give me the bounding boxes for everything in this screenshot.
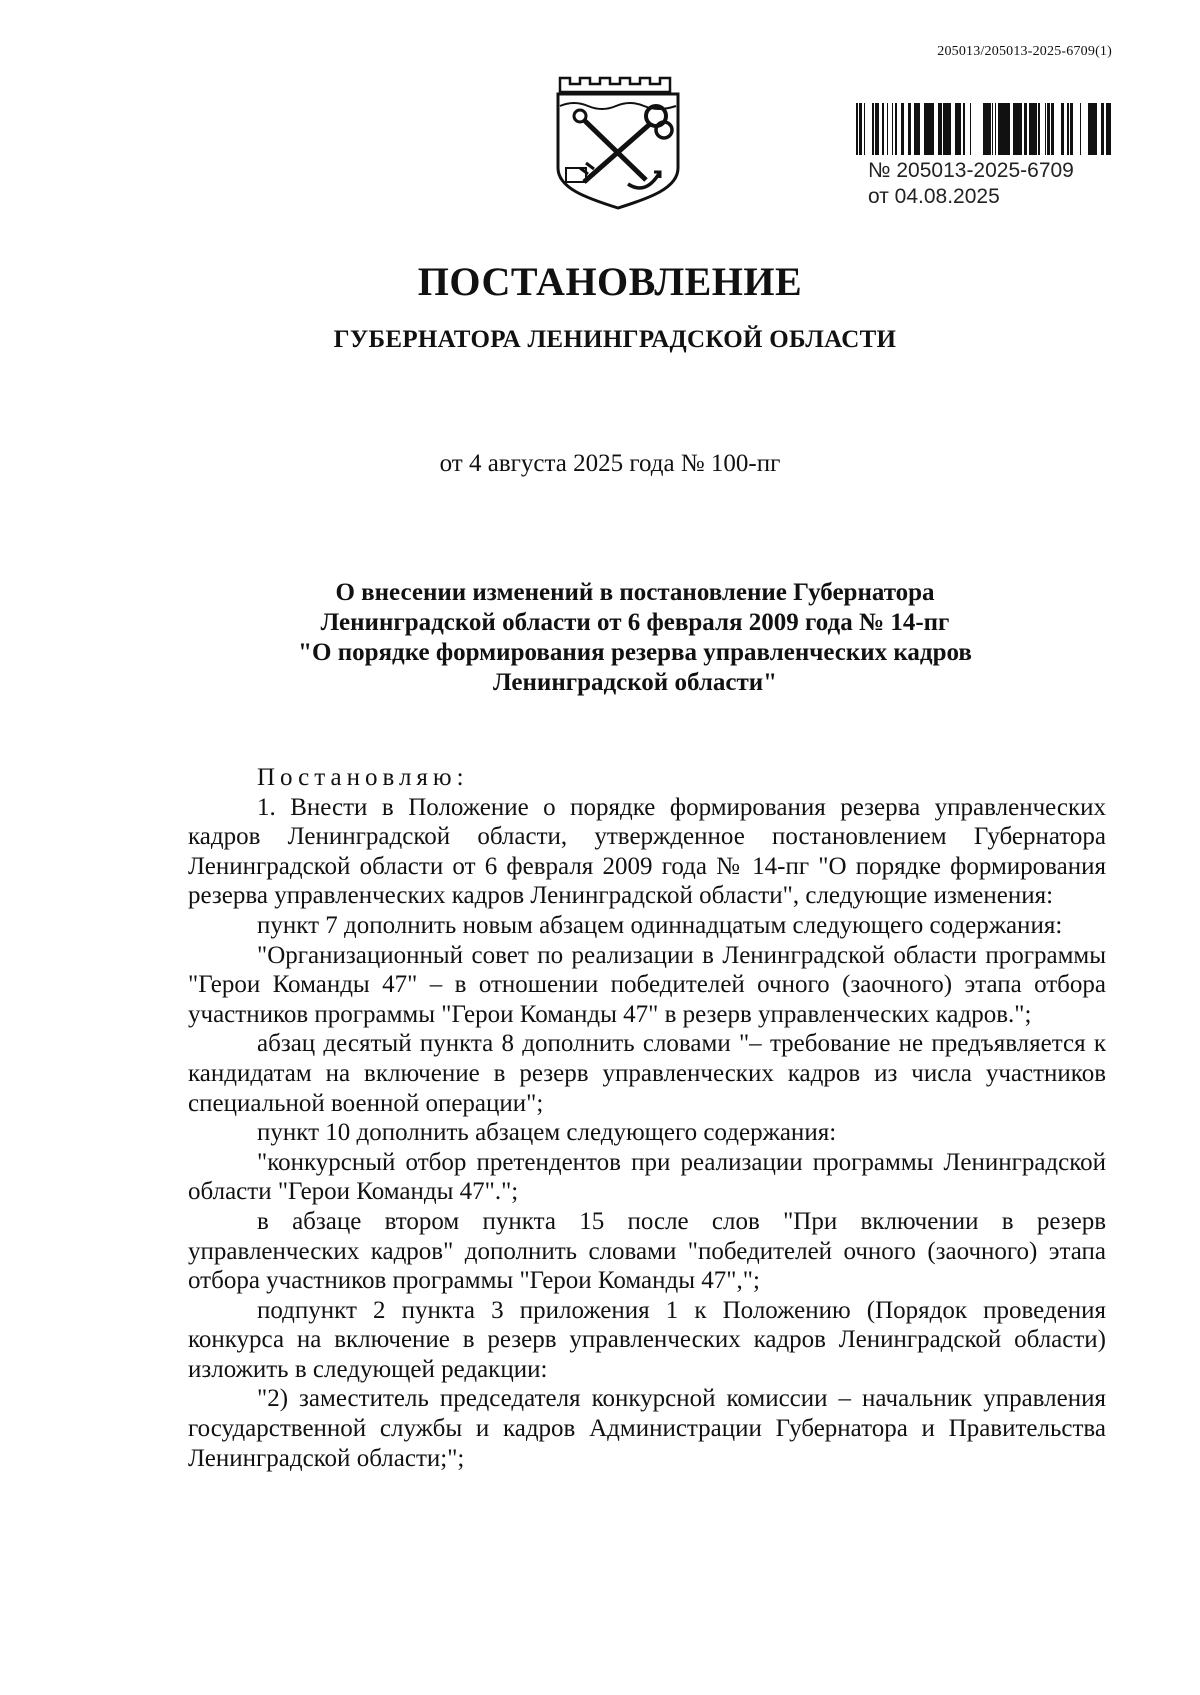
body-paragraph: пункт 7 дополнить новым абзацем одиннадцатым следующего содержания:: [257, 911, 1063, 939]
body-paragraph: "конкурсный отбор претендентов при реализации программы Ленинградской области "Герои Команды 47".";: [188, 1148, 1106, 1206]
heading-line: О внесении изменений в постановление Губернатора: [335, 579, 935, 606]
registration-number: № 205013-2025-6709: [868, 159, 1074, 182]
heading-line: Ленинградской области от 6 февраля 2009 года № 14-пг: [320, 609, 950, 636]
barcode-icon: [856, 103, 1111, 155]
body-paragraph: подпункт 2 пункта 3 приложения 1 к Положению (Порядок проведения конкурса на включение в резерв управленческих кадров Ленинградской области) изложить в следующей редакции:: [188, 1296, 1106, 1383]
heading-line: "О порядке формирования резерва управленческих кадров: [298, 639, 972, 666]
coat-of-arms-emblem-icon: [554, 72, 682, 212]
body-paragraph: в абзаце втором пункта 15 после слов "При включении в резерв управленческих кадров" дополнить словами "победителей очного (заочного) этапа отбора участников программы "Герои Команды 47",";: [188, 1207, 1106, 1295]
document-date-number: от 4 августа 2025 года № 100-пг: [439, 450, 781, 477]
document-body: [188, 763, 1106, 1473]
body-paragraph: 1. Внести в Положение о порядке формирования резерва управленческих кадров Ленинградской области, утвержденное постановлением Губернатора Ленинградской области от 6 февраля 2009 года № 14-пг "О порядке формирования резерва управленческих кадров Ленинградской области", следующие изменения:: [188, 793, 1106, 910]
document-title: ПОСТАНОВЛЕНИЕ: [417, 259, 803, 304]
document-subtitle: ГУБЕРНАТОРА ЛЕНИНГРАДСКОЙ ОБЛАСТИ: [333, 326, 897, 353]
heading-line: Ленинградской области": [492, 669, 778, 696]
registration-stamp: [868, 158, 1074, 210]
body-paragraph: пункт 10 дополнить абзацем следующего содержания:: [257, 1119, 837, 1147]
body-paragraph: "2) заместитель председателя конкурсной комиссии – начальник управления государственной службы и кадров Администрации Губернатора и Правительства Ленинградской области;";: [188, 1385, 1106, 1472]
decree-word: Постановляю:: [257, 764, 469, 791]
registration-date: от 04.08.2025: [868, 185, 1000, 208]
body-paragraph: "Организационный совет по реализации в Ленинградской области программы "Герои Команды 47" – в отношении победителей очного (заочного) этапа отбора участников программы "Герои Команды 47" в резерв управленческих кадров.";: [188, 941, 1106, 1028]
body-paragraph: абзац десятый пункта 8 дополнить словами "– требование не предъявляется к кандидатам на включение в резерв управленческих кадров из числа участников специальной военной операции";: [188, 1030, 1106, 1117]
document-heading: [200, 578, 1070, 698]
document-id: 205013/205013-2025-6709(1): [937, 44, 1112, 59]
